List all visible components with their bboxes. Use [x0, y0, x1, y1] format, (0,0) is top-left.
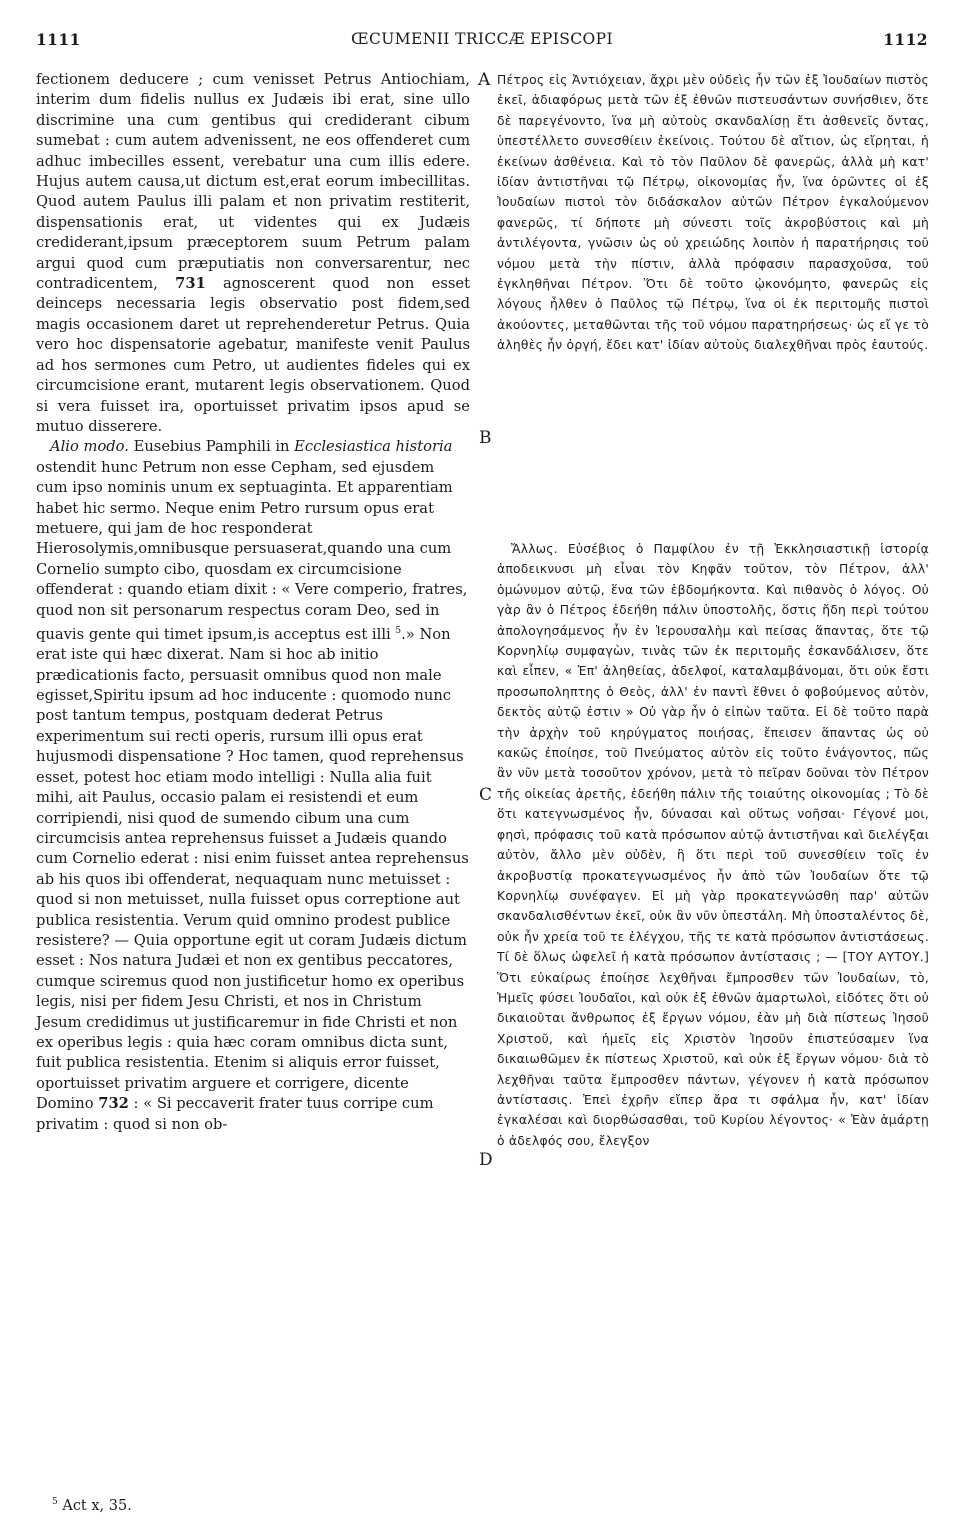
- latin-text: Eusebius Pamphili in: [128, 438, 295, 456]
- footnote: [52, 1497, 132, 1514]
- latin-column: [36, 70, 470, 1135]
- footnote-reference: 5: [395, 625, 402, 636]
- work-title: Ecclesiastica historia: [294, 438, 453, 456]
- latin-paragraph-2: [36, 437, 470, 1135]
- footnote-number: 5: [52, 1497, 58, 1507]
- margin-letter-c: C: [479, 785, 493, 805]
- footnote-text: Act x, 35.: [57, 1497, 132, 1514]
- latin-text: .» Non erat iste qui hæc dixerat. Nam si hoc ab initio prædicationis facto, persuasit omnibus quod non male egisset,Spiritu ipsum ad hoc inducente : quomodo nunc post tantum tempus, postquam dederat Petrus experimentum sui recti operis, rursum illi opus erat hujusmodi dispensatione ? Hoc tamen, quod reprehensus esset, potest hoc etiam modo intelligi : Nulla alia fuit mihi, ait Paulus, occasio palam ei resistendi et eum corripiendi, nisi quod de sumendo cibum una cum circumcisis antea reprehensus fuisset a Judæis quando cum Cornelio ederat : nisi enim fuisset antea reprehensus ab his quos ibi offenderat, nequaquam nunc metuisset : quod si non metuisset, nulla fuisset opus correptione aut publica resistentia. Verum quid omnino prodest publice resistere? — Quia opportune egit ut coram Judæis dictum esset : Nos natura Judæi et non ex gentibus peccatores, cumque sciremus quod non justificetur homo ex operibus legis, nisi per fidem Jesu Christi, et nos in Christum Jesum credidimus ut justificaremur in fide Christi et non ex operibus legis : quia hæc coram omnibus dicta sunt, fuit publica resistentia. Etenim si aliquis error fuisset, oportuisset privatim arguere et corrigere, dicente Domino: [36, 625, 469, 1113]
- page-number-left: 1111: [36, 30, 81, 49]
- latin-text: ostendit hunc Petrum non esse Cepham, sed ejusdem cum ipso nominis unum ex septuaginta. Et apparentiam habet hic sermo. Neque enim Petro rursum opus erat metuere, qui jam de hoc responderat Hierosolymis,omnibusque persuaserat,quando una cum Cornelio sumpto cibo, quosdam ex circumcisione offenderat : quando etiam dixit : « Vere comperio, fratres, quod non sit personarum respectus coram Deo, sed in quavis gente qui timet ipsum,is acceptus est illi: [36, 458, 468, 643]
- latin-text: : « Si peccaverit frater tuus corripe cum privatim : quod si non ob-: [36, 1095, 434, 1133]
- margin-letter-a: A: [478, 70, 491, 90]
- latin-text: agnoscerent quod non esset deinceps necessaria legis observatio post fidem,sed magis occasionem daret ut reprehenderetur Petrus. Quia vero hoc dispensatorie agebatur, manifeste venit Paulus ad hos sermones cum Petro, ut audientes fideles qui ex circumcisione erant, mutarent legis observationem. Quod si vera fuisset ira, oportuisset privatim ipsos apud se mutuo disserere.: [36, 275, 470, 435]
- latin-text: fectionem deducere ; cum venisset Petrus Antiochiam, interim dum fidelis nullus ex Judæis ibi erat, sine ullo discrimine una cum gentibus qui crediderant cibum sumebat : cum autem advenissent, ne eos offenderet cum adhuc imbecilles essent, verebatur una cum illis edere. Hujus autem causa,ut dictum est,erat eorum imbecillitas. Quod autem Paulus illi palam et non privatim restiterit, dispensationis erat, ut videntes qui ex Judæis crediderant,ipsum præceptorem suum Petrum palam argui quod cum præputiatis non conversarentur, nec contradicentem,: [36, 71, 470, 293]
- alio-modo-label: Alio modo.: [50, 438, 129, 456]
- greek-column-upper: [497, 70, 929, 356]
- running-header: [36, 30, 928, 56]
- running-title: ŒCUMENII TRICCÆ EPISCOPI: [351, 30, 613, 48]
- latin-paragraph-1: [36, 70, 470, 437]
- margin-letter-b: B: [479, 428, 492, 448]
- column-number-731: 731: [175, 275, 206, 293]
- margin-letter-d: D: [479, 1150, 493, 1170]
- page-number-right: 1112: [883, 30, 928, 49]
- greek-paragraph-1: Πέτρος εἰς Ἀντιόχειαν, ἄχρι μὲν οὐδεὶς ἦν τῶν ἐξ Ἰουδαίων πιστὸς ἐκεῖ, ἀδιαφόρως μετὰ τῶν ἐξ ἐθνῶν πιστευσάντων συνήσθιεν, ὅτε δὲ παρεγένοντο, ἵνα μὴ αὐτοὺς σκανδαλίσῃ ἔτι ἀσθενεῖς ὄντας, ὑπεστέλλετο συνεσθίειν ἐκείνοις. Τούτου δὲ αἴτιον, ὡς εἴρηται, ἡ ἐκείνων ἀσθένεια. Καὶ τὸ τὸν Παῦλον δὲ φανερῶς, ἀλλὰ μὴ κατ' ἰδίαν ἀντιστῆναι τῷ Πέτρῳ, οἰκονομίας ἦν, ἵνα ὁρῶντες οἱ ἐξ Ἰουδαίων πιστοὶ τὸν διδάσκαλον αὐτῶν Πέτρον ἐγκαλούμενον φανερῶς, τί δήποτε μὴ σύνεστι τοῖς ἀκροβύστοις καὶ μὴ ἀντιλέγοντα, γνῶσιν ὡς οὐ χρειώδης λοιπὸν ἡ παρατήρησις τοῦ νόμου μετὰ τὴν πίστιν, ἀλλὰ πρόφασιν παρασχοῦσα, τοῦ ἐγκληθῆναι Πέτρον. Ὅτι δὲ τοῦτο ᾠκονόμητο, φανερῶς εἰς λόγους ἦλθεν ὁ Παῦλος τῷ Πέτρῳ, ἵνα οἱ ἐκ περιτομῆς πιστοὶ ἀκούοντες, μεταθῶνται τῆς τοῦ νόμου παρατηρήσεως· ὡς εἴ γε τὸ ἀληθὲς ἦν ὀργή, ἔδει κατ' ἰδίαν αὐτοὺς διαλεχθῆναι πρὸς ἑαυτούς.: [497, 73, 929, 353]
- column-number-732: 732: [98, 1095, 129, 1113]
- greek-column-lower: [497, 539, 929, 1151]
- greek-paragraph-2: Ἄλλως. Εὐσέβιος ὁ Παμφίλου ἐν τῇ Ἐκκλησιαστικῇ ἱστορίᾳ ἀποδεικνυσι μὴ εἶναι τὸν Κηφᾶν τοῦτον, τὸν Πέτρον, ἀλλ' ὁμώνυμον αὐτῷ, ἕνα τῶν ἑβδομήκοντα. Καὶ πιθανὸς ὁ λόγος. Οὐ γὰρ ἂν ὁ Πέτρος ἐδεήθη πάλιν ὑποστολῆς, ὅστις ἤδη περὶ τούτου ἀπολογησάμενος ἦν ἐν Ἱερουσαλὴμ καὶ πείσας ἅπαντας, ὅτε τῷ Κορνηλίῳ συμφαγὼν, τινὰς τῶν ἐκ περιτομῆς ἐσκανδάλισεν, ὅτε καὶ εἶπεν, « Ἐπ' ἀληθείας, ἀδελφοί, καταλαμβάνομαι, ὅτι οὐκ ἔστι προσωποληπτης ὁ Θεὸς, ἀλλ' ἐν παντὶ ἔθνει ὁ φοβούμενος αὐτὸν, δεκτὸς αὐτῷ ἐστιν » Οὐ γὰρ ἦν ὁ εἰπὼν ταῦτα. Εἰ δὲ τοῦτο παρὰ τὴν ἀρχὴν τοῦ κηρύγματος ποιήσας, ἔπεισεν ἅπαντας ὡς οὐ κακῶς ἐποίησε, τοῦ Πνεύματος αὐτὸν εἰς τοῦτο ἐνάγοντος, πῶς ἂν νῦν μετὰ τοσοῦτον χρόνον, μετὰ τὸ πεῖραν δοῦναι τὸν Πέτρον τῆς οἰκείας ἀρετῆς, ἐδεήθη πάλιν τῆς τοιαύτης οἰκονομίας ; Τὸ δὲ ὅτι κατεγνωσμένος ἦν, δύνασαι καὶ οὕτως νοῆσαι· Γέγονέ μοι, φησὶ, πρόφασις τοῦ κατὰ πρόσωπον αὐτῷ ἀντιστῆναι καὶ διελέγξαι αὐτὸν, ἄλλο μὲν οὐδὲν, ἢ ὅτι περὶ τοῦ συνεσθίειν τοῖς ἐν ἀκροβυστίᾳ προκατεγνωσμένος ἦν ἀπὸ τῶν Ἰουδαίων ὅτε τῷ Κορνηλίῳ συνέφαγεν. Εἰ μὴ γὰρ προκατεγνώσθη παρ' αὐτῶν σκανδαλισθέντων ἐκεῖ, οὐκ ἂν νῦν ὑπεστάλη. Μὴ ὑποσταλέντος δὲ, οὐκ ἦν χρεία τοῦ τε ἐλέγχου, τῆς τε κατὰ πρόσωπον ἀντιστάσεως. Τί δὲ ὅλως ὠφελεῖ ἡ κατὰ πρόσωπον ἀντίστασις ; — [ΤΟΥ ΑΥΤΟΥ.] Ὅτι εὐκαίρως ἐποίησε λεχθῆναι ἔμπροσθεν τῶν Ἰουδαίων, τὸ, Ἡμεῖς φύσει Ἰουδαῖοι, καὶ οὐκ ἐξ ἐθνῶν ἁμαρτωλοὶ, εἰδότες ὅτι οὐ δικαιοῦται ἄνθρωπος ἐξ ἔργων νόμου, ἐὰν μὴ διὰ πίστεως Ἰησοῦ Χριστοῦ, καὶ ἡμεῖς εἰς Χριστὸν Ἰησοῦν ἐπιστεύσαμεν ἵνα δικαιωθῶμεν ἐκ πίστεως Χριστοῦ, καὶ οὐκ ἐξ ἔργων νόμου· διὰ τὸ λεχθῆναι ταῦτα ἔμπροσθεν πάντων, γέγονεν ἡ κατὰ πρόσωπον ἀντίστασις. Ἐπεὶ ἐχρῆν εἴπερ ἄρα τι σφάλμα ἦν, κατ' ἰδίαν ἐγκαλέσαι καὶ διορθώσασθαι, τοῦ Κυρίου λέγοντος· « Ἐὰν ἁμάρτῃ ὁ ἀδελφός σου, ἔλεγξον: [497, 542, 929, 1148]
